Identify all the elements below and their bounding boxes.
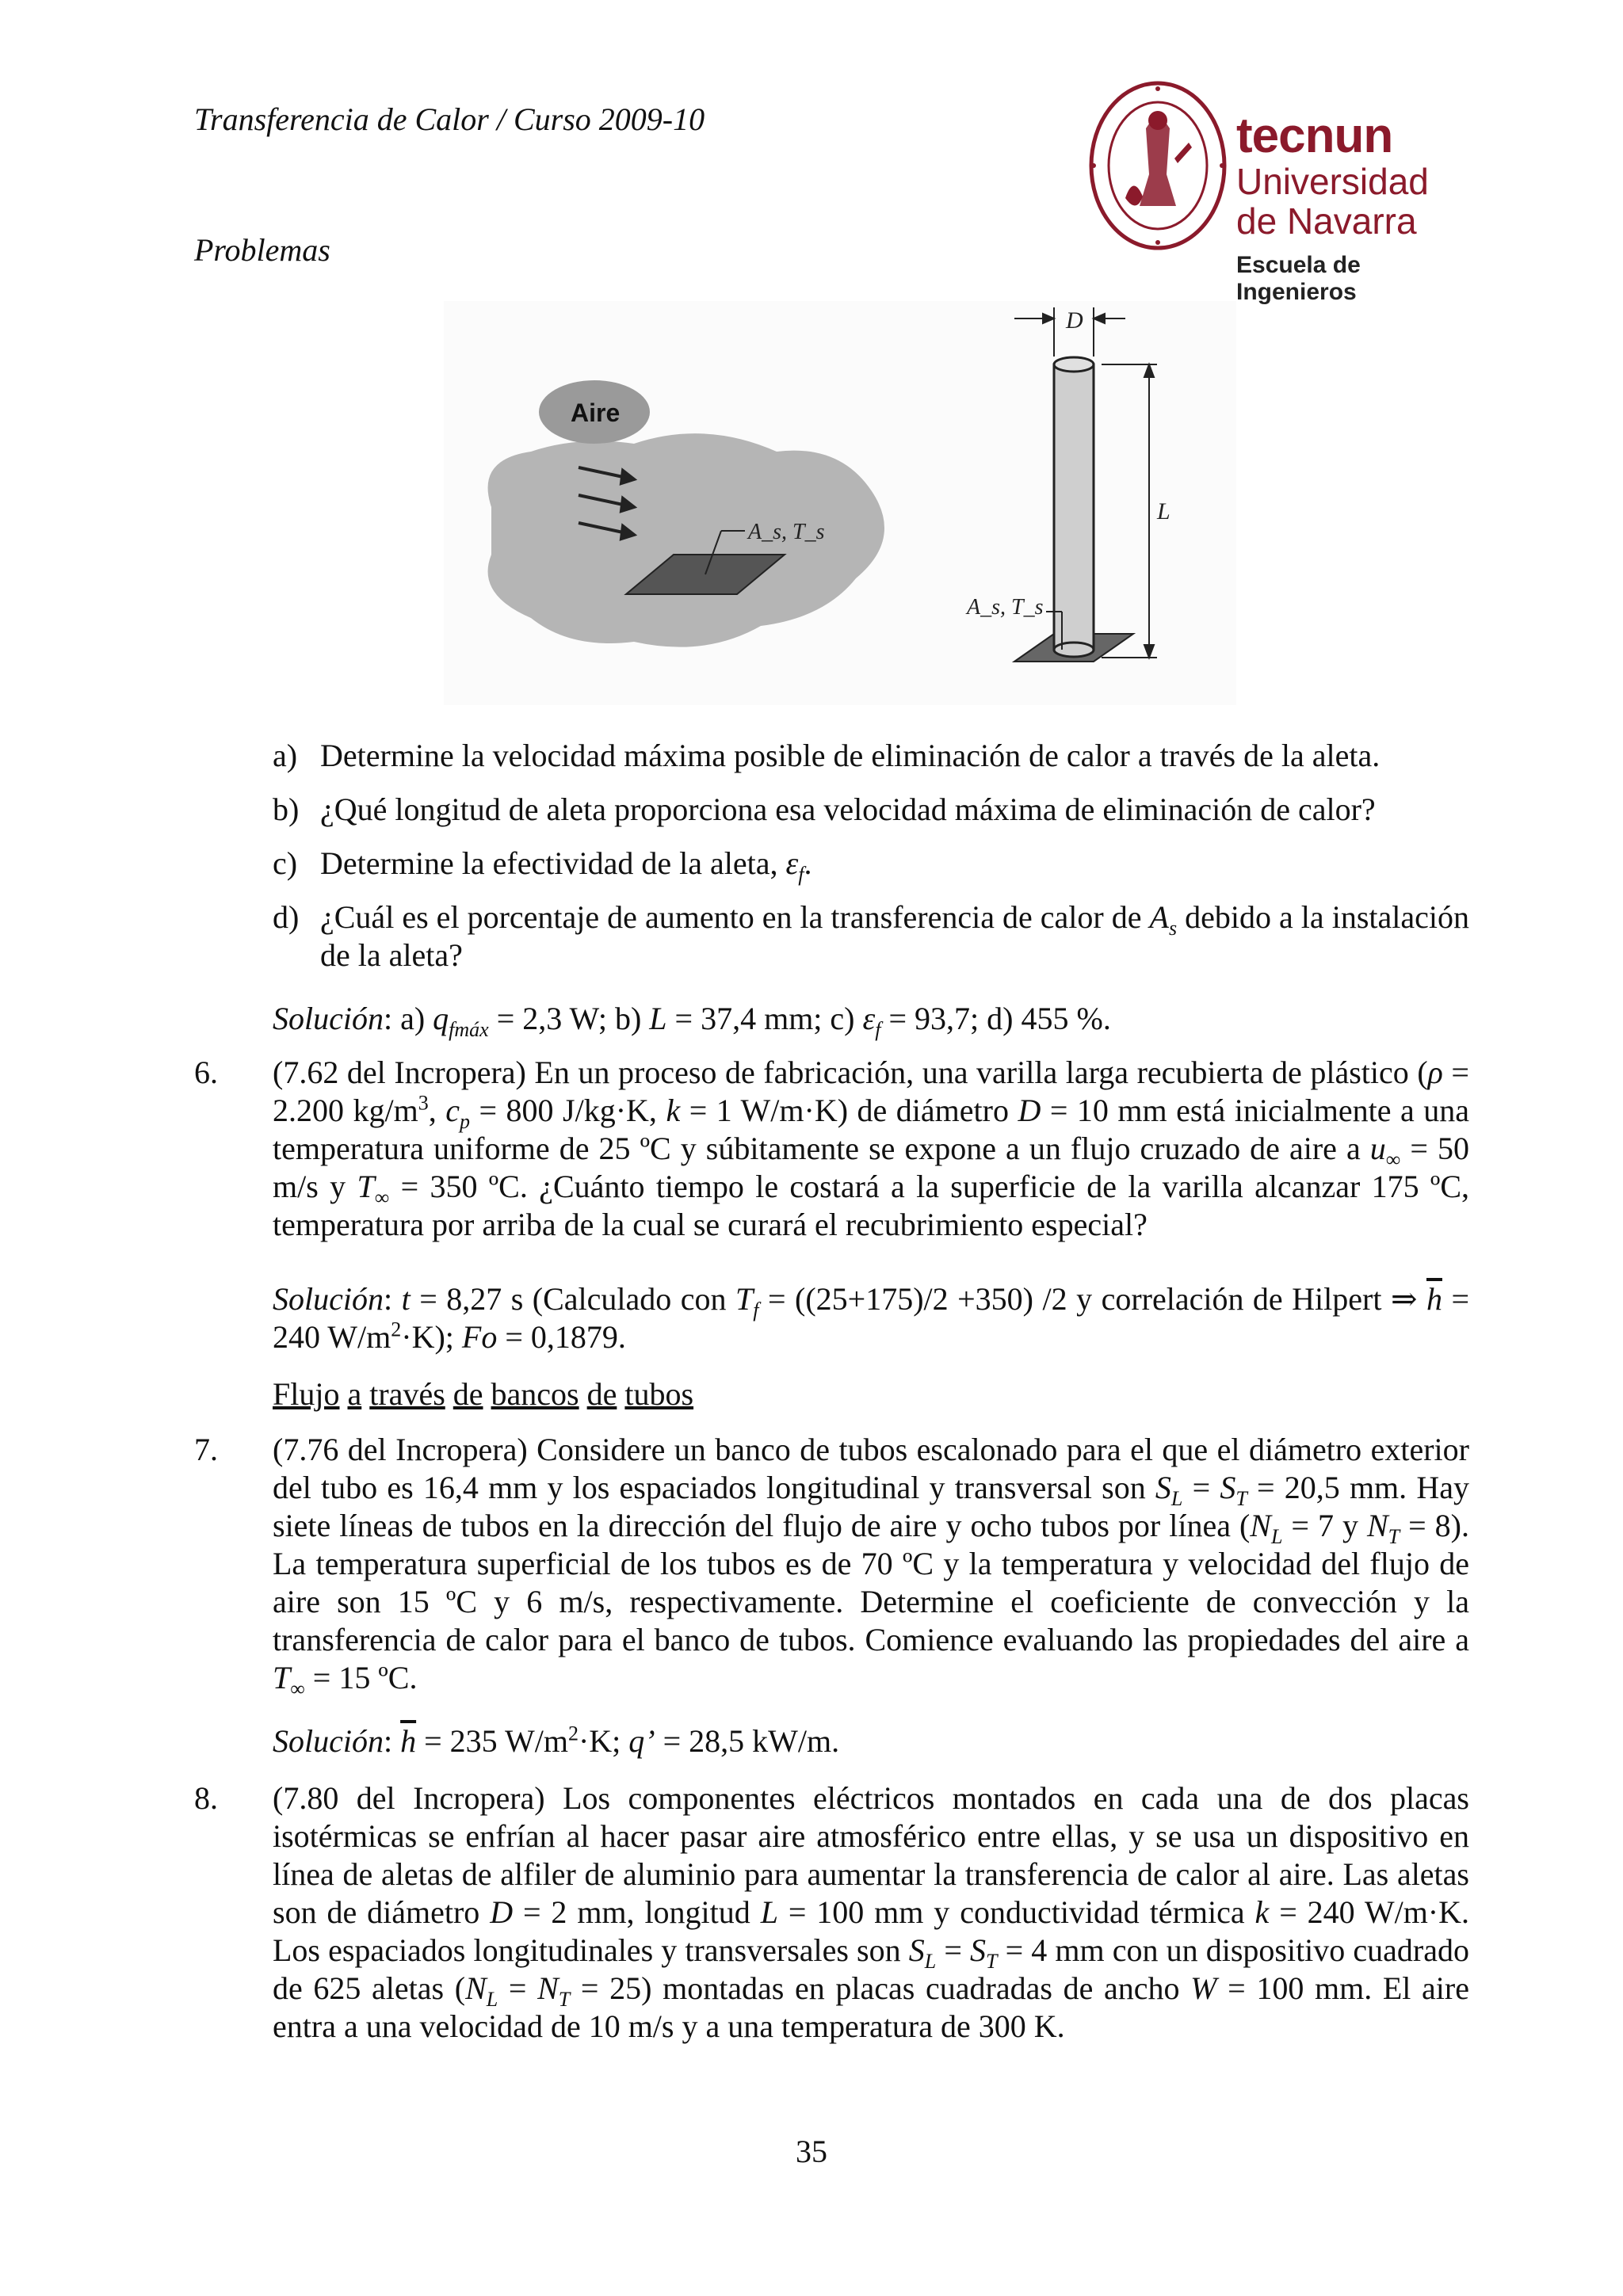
problem-7-number: 7.	[194, 1432, 218, 1467]
part-d-label: d)	[273, 899, 300, 935]
dimension-l-label: L	[1157, 498, 1170, 524]
course-header: Transferencia de Calor / Curso 2009-10	[194, 101, 705, 137]
problem-8-text: (7.80 del Incropera) Los componentes eléctricos montados en cada una de dos placas isotérmicas se enfrían al hacer pasar aire atmosférico entre ellas, y se usa un dispositivo en línea de aletas de alfiler de aluminio para aumentar la transferencia de calor al aire. Las aletas son de diámetro D = 2 mm, longitud L = 100 mm y conductividad térmica k = 240 W/m·K. Los espaciados longitudinales y transversales son $S_L = S_T = 4$ mm con un dispositivo cuadrado de 625 aletas $(N_L = N_T = 25)$ montadas en placas cuadradas de ancho W = 100 mm. El aire entra a una velocidad de 10 m/s y a una temperatura de 300 K.	[273, 1780, 1470, 2044]
part-a-label: a)	[273, 738, 298, 773]
part-d	[273, 898, 1469, 974]
part-b	[273, 791, 1469, 829]
logo-line-4: Escuela de Ingenieros	[1236, 252, 1361, 305]
problem-7-text: (7.76 del Incropera) Considere un banco de tubos escalonado para el que el diámetro exterior del tubo es 16,4 mm y los espaciados longitudinal y transversal son $S_L = S_T = 20,5$ mm. Hay siete líneas de tubos en la dirección del flujo de aire y ocho tubos por línea ($N_L = 7$ y $N_T = 8$). La temperatura superficial de los tubos es de 70 ºC y la temperatura y velocidad del flujo de aire son 15 ºC y 6 m/s, respectivamente. Determine el coeficiente de convección y la transferencia de calor para el banco de tubos. Comience evaluando las propiedades del aire a $T_\infty = 15$ ºC.	[273, 1432, 1470, 1700]
section-header: Problemas	[194, 232, 330, 268]
university-logo	[1087, 79, 1468, 305]
dimension-d-label: D	[1066, 307, 1083, 334]
part-a	[273, 737, 1469, 775]
part-c	[273, 845, 1469, 886]
part-d-text: ¿Cuál es el porcentaje de aumento en la transferencia de calor de $A_s$ debido a la instalación de la aleta?	[320, 899, 1469, 973]
part-c-text: Determine la efectividad de la aleta, $\varepsilon_f$.	[320, 845, 812, 886]
logo-line-1: tecnun	[1236, 109, 1393, 163]
solution-5: Solución: a) $q_{fmáx} = 2,3$ W; b) L = 37,4 mm; c) $\varepsilon_f = 93,7$; d) 455 %.	[273, 1001, 1111, 1041]
part-b-text: ¿Qué longitud de aleta proporciona esa velocidad máxima de eliminación de calor?	[320, 791, 1376, 827]
part-b-label: b)	[273, 791, 300, 827]
surface-label-left: A_s, T_s	[748, 520, 825, 544]
air-label: Aire	[571, 399, 621, 427]
problem-6-number: 6.	[194, 1055, 218, 1090]
part-a-text: Determine la velocidad máxima posible de eliminación de calor a través de la aleta.	[320, 738, 1381, 773]
page-number: 35	[796, 2134, 827, 2169]
pin-fin-cylinder	[1054, 364, 1094, 650]
fin-diagram	[444, 301, 1236, 705]
solution-6: Solución: t = 8,27 s (Calculado con $T_f = ((25+175)/2 +350)$ /2 y correlación de Hilpert ⇒ $\overline{h} = 240$ $W/m^2\cdot K$); Fo = 0,1879.	[273, 1281, 1470, 1355]
problem-8-number: 8.	[194, 1780, 218, 1816]
university-seal-icon	[1087, 79, 1228, 252]
logo-line-2: Universidad	[1236, 161, 1429, 202]
problem-6-text: (7.62 del Incropera) En un proceso de fabricación, una varilla larga recubierta de plástico (ρ = 2.200 $kg/m^3$, $c_p = 800$ J/kg·K, k = 1 W/m·K) de diámetro D = 10 mm está inicialmente a una temperatura uniforme de 25 ºC y súbitamente se expone a un flujo cruzado de aire a $u_\infty = 50$ m/s y $T_\infty = 350$ ºC. ¿Cuánto tiempo le costará a la superficie de la varilla alcanzar 175 ºC, temperatura por arriba de la cual se curará el recubrimiento especial?	[273, 1055, 1469, 1242]
solution-7: Solución: $\overline{h} = 235$ $W/m^2\cdot K$; q’ = 28,5 kW/m.	[273, 1722, 840, 1759]
logo-line-3: de Navarra	[1236, 200, 1417, 242]
part-c-label: c)	[273, 845, 298, 881]
surface-label-right: A_s, T_s	[967, 595, 1044, 620]
section-title-tube-banks: Flujo a través de bancos de tubos	[273, 1376, 694, 1412]
